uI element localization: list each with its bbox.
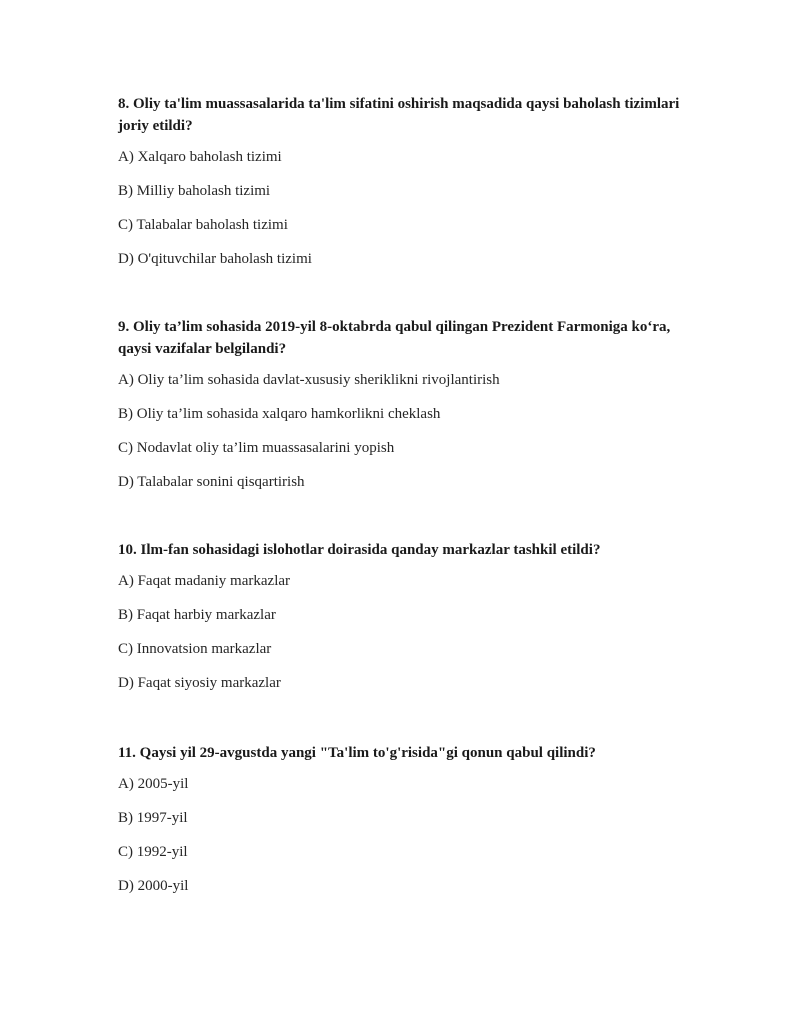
answer-option-a: A) Xalqaro baholash tizimi	[118, 149, 282, 165]
question-9	[118, 316, 698, 505]
answer-option-d: D) 2000-yil	[118, 878, 189, 894]
question-text: 10. Ilm-fan sohasidagi islohotlar doirasida qanday markazlar tashkil etildi?	[118, 542, 601, 558]
question-text: 8. Oliy ta'lim muassasalarida ta'lim sifatini oshirish maqsadida qaysi baholash tizimlari joriy etildi?	[118, 96, 680, 134]
question-text: 11. Qaysi yil 29-avgustda yangi "Ta'lim to'g'risida"gi qonun qabul qilindi?	[118, 745, 596, 761]
answer-option-b: B) 1997-yil	[118, 810, 188, 826]
question-10	[118, 539, 698, 706]
question-text: 9. Oliy ta’lim sohasida 2019-yil 8-oktabrda qabul qilingan Prezident Farmoniga ko‘ra, qaysi vazifalar belgilandi?	[118, 319, 671, 357]
answer-option-a: A) Faqat madaniy markazlar	[118, 573, 291, 589]
answer-option-b: B) Faqat harbiy markazlar	[118, 607, 276, 623]
answer-option-b: B) Milliy baholash tizimi	[118, 183, 271, 199]
answer-option-d: D) O'qituvchilar baholash tizimi	[118, 251, 312, 267]
answer-option-a: A) Oliy ta’lim sohasida davlat-xususiy sheriklikni rivojlantirish	[118, 372, 500, 388]
answer-option-c: C) Innovatsion markazlar	[118, 641, 272, 657]
question-11	[118, 742, 698, 909]
answer-option-c: C) Talabalar baholash tizimi	[118, 217, 288, 233]
question-8	[118, 93, 698, 282]
answer-option-c: C) Nodavlat oliy ta’lim muassasalarini yopish	[118, 440, 395, 456]
answer-option-b: B) Oliy ta’lim sohasida xalqaro hamkorlikni cheklash	[118, 406, 441, 422]
answer-option-c: C) 1992-yil	[118, 844, 188, 860]
answer-option-a: A) 2005-yil	[118, 776, 189, 792]
answer-option-d: D) Talabalar sonini qisqartirish	[118, 474, 305, 490]
answer-option-d: D) Faqat siyosiy markazlar	[118, 675, 281, 691]
